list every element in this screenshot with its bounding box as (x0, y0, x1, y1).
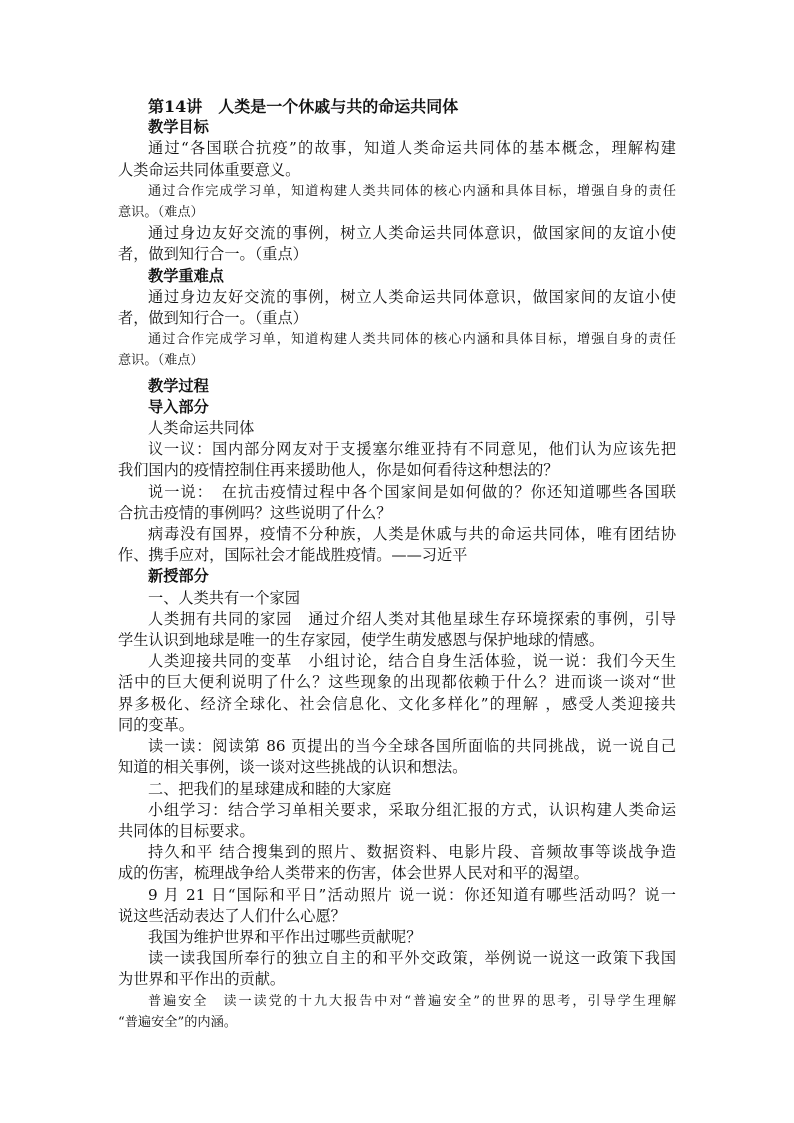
part2-paragraph-line: 9 月 21 日“国际和平日”活动照片 说一说：你还知道有哪些活动吗？说一 (148, 885, 676, 904)
part1-paragraph-line: 知道的相关事例，谈一谈对这些挑战的认识和想法。 (118, 758, 468, 777)
key-section (118, 287, 676, 372)
part2-paragraph-line: “普遍安全”的内涵。 (118, 1014, 237, 1030)
process-heading: 教学过程 (148, 376, 209, 395)
document-body (118, 96, 676, 1033)
key-paragraph-line: 通过身边友好交流的事例，树立人类命运共同体意识，做国家间的友谊小使 (148, 287, 676, 306)
goals-paragraph-line: 通过身边友好交流的事例，树立人类命运共同体意识，做国家间的友谊小使 (148, 224, 676, 243)
key-paragraph-line: 通过合作完成学习单，知道构建人类共同体的核心内涵和具体目标，增强自身的责任 (148, 332, 676, 348)
intro-paragraph-line: 我们国内的疫情控制住再来援助他人，你是如何看待这种想法的？ (118, 461, 559, 480)
intro-paragraph-line: 作、携手应对，国际社会才能战胜疫情。——习近平 (118, 546, 468, 565)
part1-paragraph-line: 界多极化、经济全球化、社会信息化、文化多样化”的理解 ，感受人类迎接共 (118, 694, 676, 713)
part2-paragraph-line: 小组学习：结合学习单相关要求，采取分组汇报的方式，认识构建人类命运 (148, 800, 676, 819)
part2-paragraph-line: 共同体的目标要求。 (118, 821, 255, 840)
key-paragraph-line: 者，做到知行合一。（重点） (118, 309, 308, 328)
part1-section (118, 609, 676, 779)
intro-paragraph-line: 病毒没有国界，疫情不分种族，人类是休戚与共的命运共同体，唯有团结协 (148, 525, 676, 544)
intro-subheading: 人类命运共同体 (148, 419, 255, 438)
new-heading: 新授部分 (148, 567, 209, 586)
intro-section (118, 439, 676, 566)
part1-title: 一、人类共有一个家园 (148, 588, 300, 607)
key-heading: 教学重难点 (148, 266, 224, 285)
part2-title: 二、把我们的星球建成和睦的大家庭 (148, 779, 391, 798)
key-paragraph-line: 意识。（难点） (118, 353, 204, 369)
goals-section (118, 138, 676, 265)
part2-paragraph-line: 持久和平 结合搜集到的照片、数据资料、电影片段、音频故事等谈战争造 (148, 843, 676, 862)
part2-section (118, 800, 676, 1033)
goals-paragraph-line: 通过合作完成学习单，知道构建人类共同体的核心内涵和具体目标，增强自身的责任 (148, 183, 676, 199)
intro-paragraph-line: 合抗击疫情的事例吗？这些说明了什么？ (118, 503, 392, 522)
goals-paragraph-line: 者，做到知行合一。（重点） (118, 245, 308, 264)
intro-paragraph-line: 说一说： 在抗击疫情过程中各个国家间是如何做的？你还知道哪些各国联 (148, 482, 676, 501)
part2-paragraph-line: 我国为维护世界和平作出过哪些贡献呢？ (148, 927, 422, 946)
part2-paragraph-line: 读一读我国所奉行的独立自主的和平外交政策，举例说一说这一政策下我国 (148, 949, 676, 968)
goals-paragraph-line: 通过“各国联合抗疫”的故事，知道人类命运共同体的基本概念，理解构建 (148, 139, 676, 158)
intro-paragraph-line: 议一议：国内部分网友对于支援塞尔维亚持有不同意见，他们认为应该先把 (148, 440, 676, 459)
page-title: 第14讲 人类是一个休戚与共的命运共同体 (148, 97, 459, 116)
intro-heading: 导入部分 (148, 397, 209, 416)
part1-paragraph-line: 学生认识到地球是唯一的生存家园，使学生萌发感恩与保护地球的情感。 (118, 631, 604, 650)
part1-paragraph-line: 同的变革。 (118, 715, 194, 734)
goals-paragraph-line: 意识。（难点） (118, 205, 204, 221)
part2-paragraph-line: 普遍安全 读一读党的十九大报告中对“普遍安全”的世界的思考，引导学生理解 (148, 993, 676, 1009)
goals-heading: 教学目标 (148, 118, 209, 137)
part1-paragraph-line: 读一读：阅读第 86 页提出的当今全球各国所面临的共同挑战，说一说自己 (148, 737, 676, 756)
part2-paragraph-line: 为世界和平作出的贡献。 (118, 970, 286, 989)
goals-paragraph-line: 人类命运共同体重要意义。 (118, 160, 301, 179)
part2-paragraph-line: 说这些活动表达了人们什么心愿？ (118, 906, 346, 925)
part1-paragraph-line: 人类迎接共同的变革 小组讨论，结合自身生活体验，说一说：我们今天生 (148, 652, 676, 671)
part1-paragraph-line: 活中的巨大便利说明了什么？这些现象的出现都依赖于什么？进而谈一谈对“世 (118, 673, 676, 692)
part1-paragraph-line: 人类拥有共同的家园 通过介绍人类对其他星球生存环境探索的事例，引导 (148, 609, 676, 628)
part2-paragraph-line: 成的伤害，梳理战争给人类带来的伤害，体会世界人民对和平的渴望。 (118, 864, 589, 883)
